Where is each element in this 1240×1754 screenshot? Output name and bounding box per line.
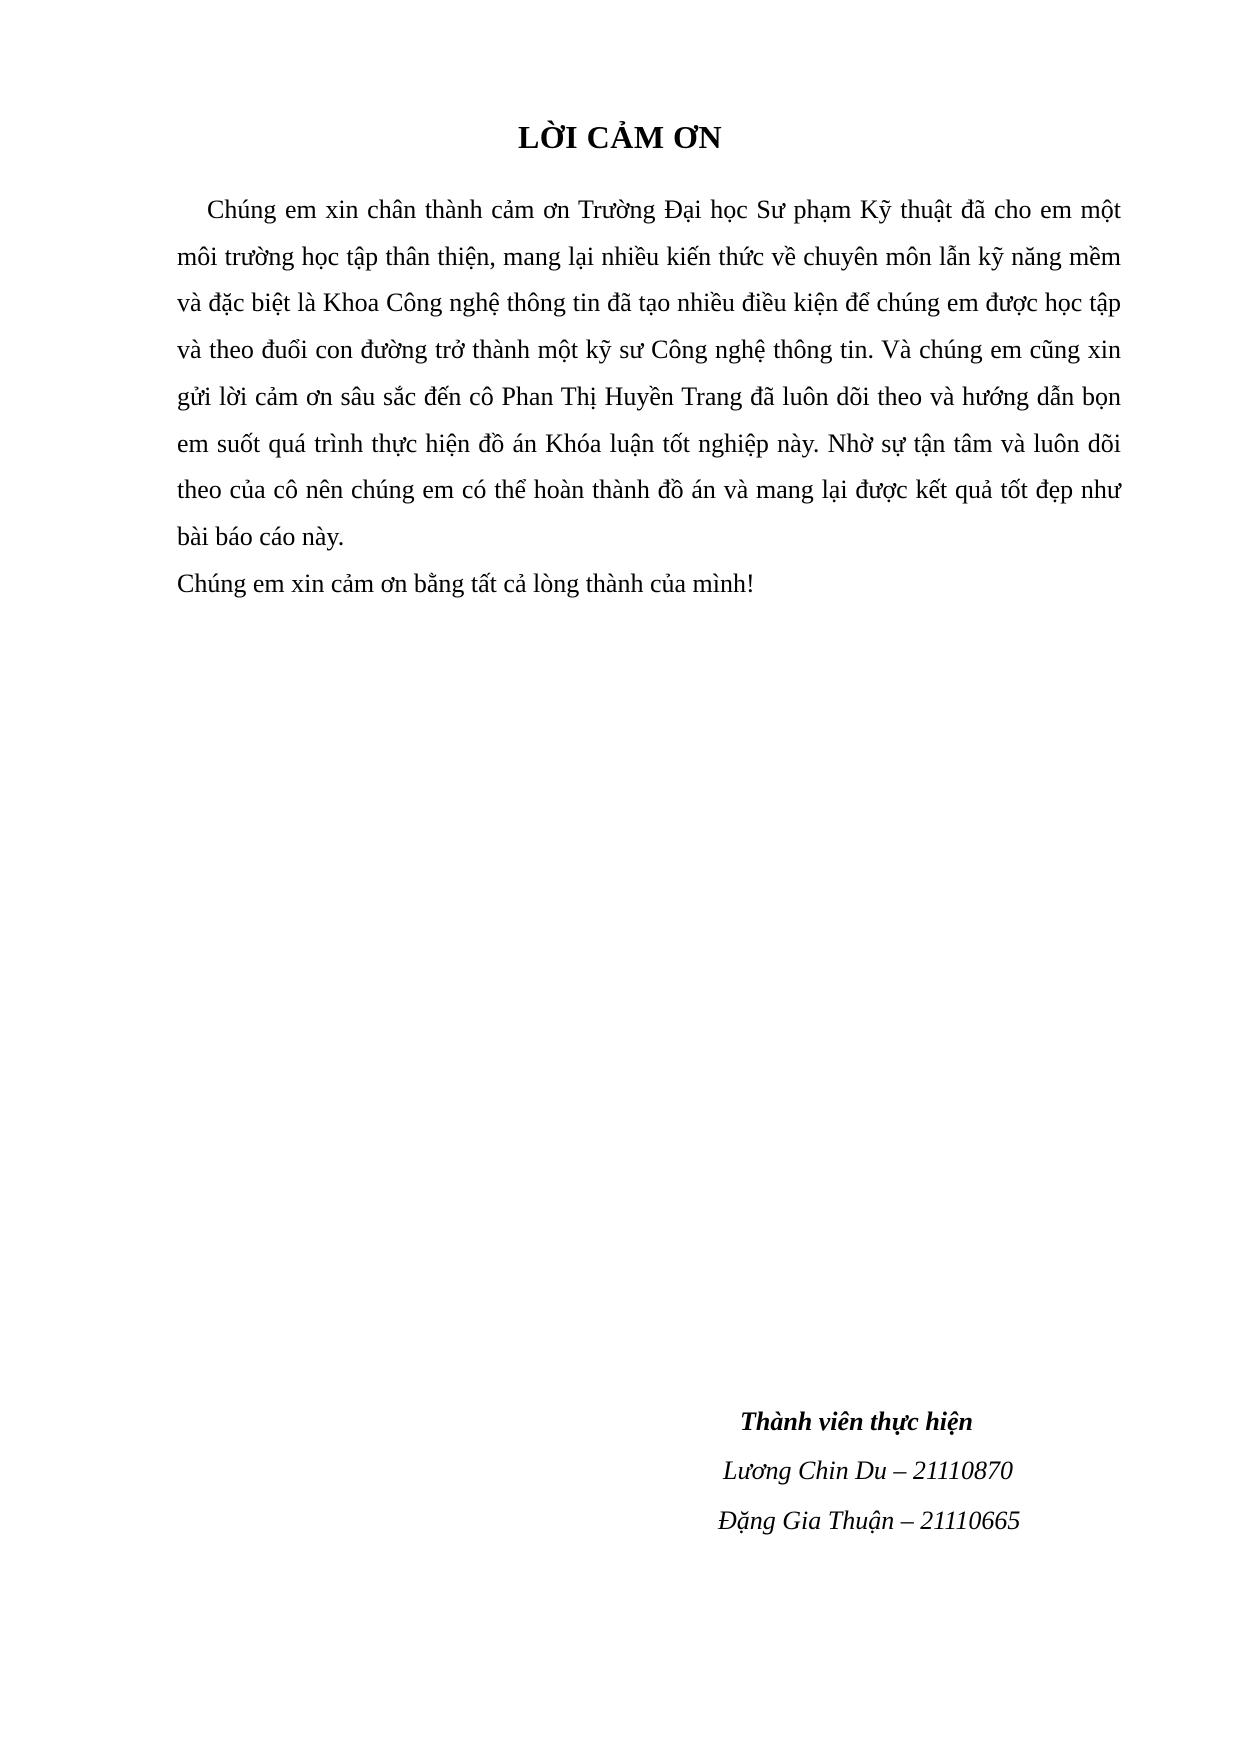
signature-title: Thành viên thực hiện [740, 1407, 974, 1436]
acknowledgement-body [177, 187, 1121, 607]
member-name: Đặng Gia Thuận – 21110665 [718, 1506, 1021, 1535]
thanks-closing-line: Chúng em xin cảm ơn bằng tất cả lòng thành của mình! [177, 568, 755, 598]
page-title: LỜI CẢM ƠN [517, 119, 723, 155]
member-name: Lương Chin Du – 21110870 [723, 1456, 1013, 1485]
acknowledgement-paragraph: Chúng em xin chân thành cảm ơn Trường Đại học Sư phạm Kỹ thuật đã cho em một môi trường học tập thân thiện, mang lại nhiều kiến thức về chuyên môn lẫn kỹ năng mềm và đặc biệt là Khoa Công nghệ thông tin đã tạo nhiều điều kiện để chúng em được học tập và theo đuổi con đường trở thành một kỹ sư Công nghệ thông tin. Và chúng em cũng xin gửi lời cảm ơn sâu sắc đến cô Phan Thị Huyền Trang đã luôn dõi theo và hướng dẫn bọn em suốt quá trình thực hiện đồ án Khóa luận tốt nghiệp này. Nhờ sự tận tâm và luôn dõi theo của cô nên chúng em có thể hoàn thành đồ án và mang lại được kết quả tốt đẹp như bài báo cáo này. [177, 195, 1121, 551]
